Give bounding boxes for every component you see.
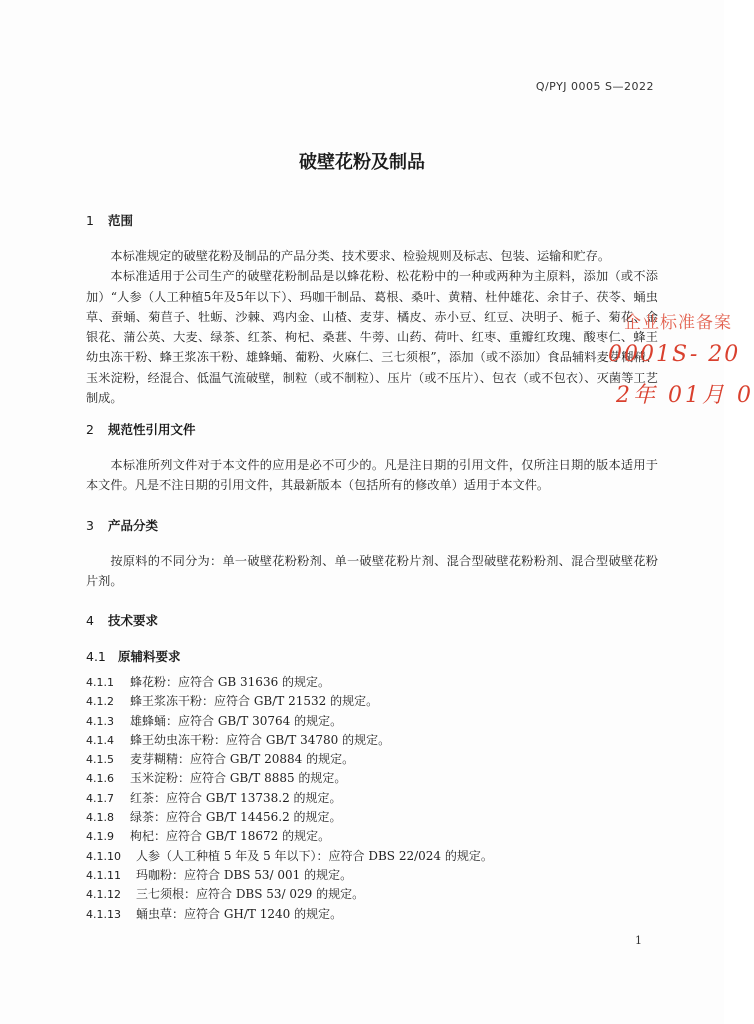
section-heading-normative xyxy=(86,420,658,438)
document-title: 破壁花粉及制品 xyxy=(299,152,425,173)
list-item xyxy=(86,847,646,866)
scope-body xyxy=(86,246,658,408)
section-technical xyxy=(86,611,658,629)
normative-body xyxy=(86,455,658,496)
classification-paragraph: 按原料的不同分为：单一破壁花粉粉剂、单一破壁花粉片剂、混合型破壁花粉粉剂、混合型破壁花粉片剂。 xyxy=(86,554,658,589)
stamp-handwritten-date: 2年 01月 0 xyxy=(616,383,754,408)
item-text: 蜂王幼虫冻干粉：应符合 GB/T 34780 的规定。 xyxy=(130,732,391,747)
item-text: 蜂花粉：应符合 GB 31636 的规定。 xyxy=(130,675,331,689)
section-title: 产品分类 xyxy=(108,518,159,533)
section-number: 4 xyxy=(86,613,94,628)
section-heading-scope xyxy=(86,211,658,229)
scope-paragraph-2: 本标准适用于公司生产的破壁花粉制品是以蜂花粉、松花粉中的一种或两种为主原料，添加（或不添加）“人参（人工种植5年及5年以下）、玛咖干制品、葛根、桑叶、黄精、杜仲雄花、余甘子、茯苓、蛹虫草、蚕蛹、菊苣子、牡蛎、沙棘、鸡内金、山楂、麦芽、橘皮、赤小豆、红豆、决明子、栀子、菊花、金银花、蒲公英、大麦、绿茶、红茶、枸杞、桑葚、牛蒡、山药、荷叶、红枣、重瓣红玫瑰、酸枣仁、蜂王幼虫冻干粉、蜂王浆冻干粉、雄蜂蛹、葡粉、火麻仁、三七须根”，添加（或不添加）食品辅料麦芽糊精、玉米淀粉，经混合、低温气流破壁，制粒（或不制粒）、压片（或不压片）、包衣（或不包衣）、灭菌等工艺制成。 xyxy=(86,269,658,406)
subsection-raw-materials xyxy=(86,647,658,665)
item-number: 4.1.13 xyxy=(86,907,121,921)
section-heading-classification xyxy=(86,516,658,534)
section-number: 3 xyxy=(86,518,94,533)
item-text: 玉米淀粉：应符合 GB/T 8885 的规定。 xyxy=(130,771,347,786)
normative-paragraph: 本标准所列文件对于本文件的应用是必不可少的。凡是注日期的引用文件，仅所注日期的版本适用于本文件。凡是不注日期的引用文件，其最新版本（包括所有的修改单）适用于本文件。 xyxy=(86,458,658,493)
page-number: 1 xyxy=(635,934,642,947)
list-item xyxy=(86,692,646,711)
item-number: 4.1.1 xyxy=(86,676,114,689)
item-number: 4.1.2 xyxy=(86,695,114,709)
item-text: 人参（人工种植 5 年及 5 年以下）：应符合 DBS 22/024 的规定。 xyxy=(136,848,493,863)
stamp-handwritten-number: 0001S- 20 xyxy=(608,342,741,367)
item-number: 4.1.9 xyxy=(86,830,114,844)
list-item xyxy=(86,789,646,808)
scope-paragraph-1: 本标准规定的破壁花粉及制品的产品分类、技术要求、检验规则及标志、包装、运输和贮存。 xyxy=(110,249,611,263)
item-text: 三七须根：应符合 DBS 53/ 029 的规定。 xyxy=(136,887,365,902)
subsection-title: 原辅料要求 xyxy=(118,649,181,664)
section-title: 规范性引用文件 xyxy=(108,422,196,437)
list-item xyxy=(86,866,646,885)
item-number: 4.1.3 xyxy=(86,714,114,728)
item-number: 4.1.8 xyxy=(86,811,114,825)
item-number: 4.1.4 xyxy=(86,733,114,747)
item-text: 玛咖粉：应符合 DBS 53/ 001 的规定。 xyxy=(136,867,353,882)
section-classification xyxy=(86,516,658,534)
list-item xyxy=(86,712,646,731)
requirements-list xyxy=(86,673,646,924)
list-item xyxy=(86,731,646,750)
item-text: 麦芽糊精：应符合 GB/T 20884 的规定。 xyxy=(130,752,355,767)
item-number: 4.1.12 xyxy=(86,888,121,902)
item-text: 枸杞：应符合 GB/T 18672 的规定。 xyxy=(130,829,331,844)
list-item xyxy=(86,769,646,788)
item-number: 4.1.5 xyxy=(86,753,114,767)
item-number: 4.1.7 xyxy=(86,791,114,805)
classification-body xyxy=(86,551,658,592)
registration-stamp xyxy=(596,300,754,410)
list-item xyxy=(86,673,646,692)
list-item xyxy=(86,808,646,827)
list-item xyxy=(86,885,646,904)
item-text: 蜂王浆冻干粉：应符合 GB/T 21532 的规定。 xyxy=(130,694,379,709)
stamp-text: 企业标准备案 xyxy=(624,313,732,333)
item-text: 红茶：应符合 GB/T 13738.2 的规定。 xyxy=(130,790,342,805)
item-text: 雄蜂蛹：应符合 GB/T 30764 的规定。 xyxy=(130,713,343,728)
item-number: 4.1.10 xyxy=(86,849,121,863)
item-number: 4.1.6 xyxy=(86,772,114,786)
subsection-number: 4.1 xyxy=(86,649,106,664)
section-scope xyxy=(86,211,658,229)
section-number: 2 xyxy=(86,422,94,437)
section-normative xyxy=(86,420,658,438)
item-number: 4.1.11 xyxy=(86,868,121,882)
list-item xyxy=(86,750,646,769)
subsection-heading xyxy=(86,647,658,665)
section-heading-technical xyxy=(86,611,658,629)
section-title: 范围 xyxy=(108,213,134,228)
document-code: Q/PYJ 0005 S—2022 xyxy=(535,80,654,93)
list-item xyxy=(86,905,646,924)
section-title: 技术要求 xyxy=(108,613,159,628)
item-text: 绿茶：应符合 GB/T 14456.2 的规定。 xyxy=(130,810,342,825)
list-item xyxy=(86,827,646,846)
item-text: 蛹虫草：应符合 GH/T 1240 的规定。 xyxy=(136,906,343,921)
section-number: 1 xyxy=(86,213,94,228)
